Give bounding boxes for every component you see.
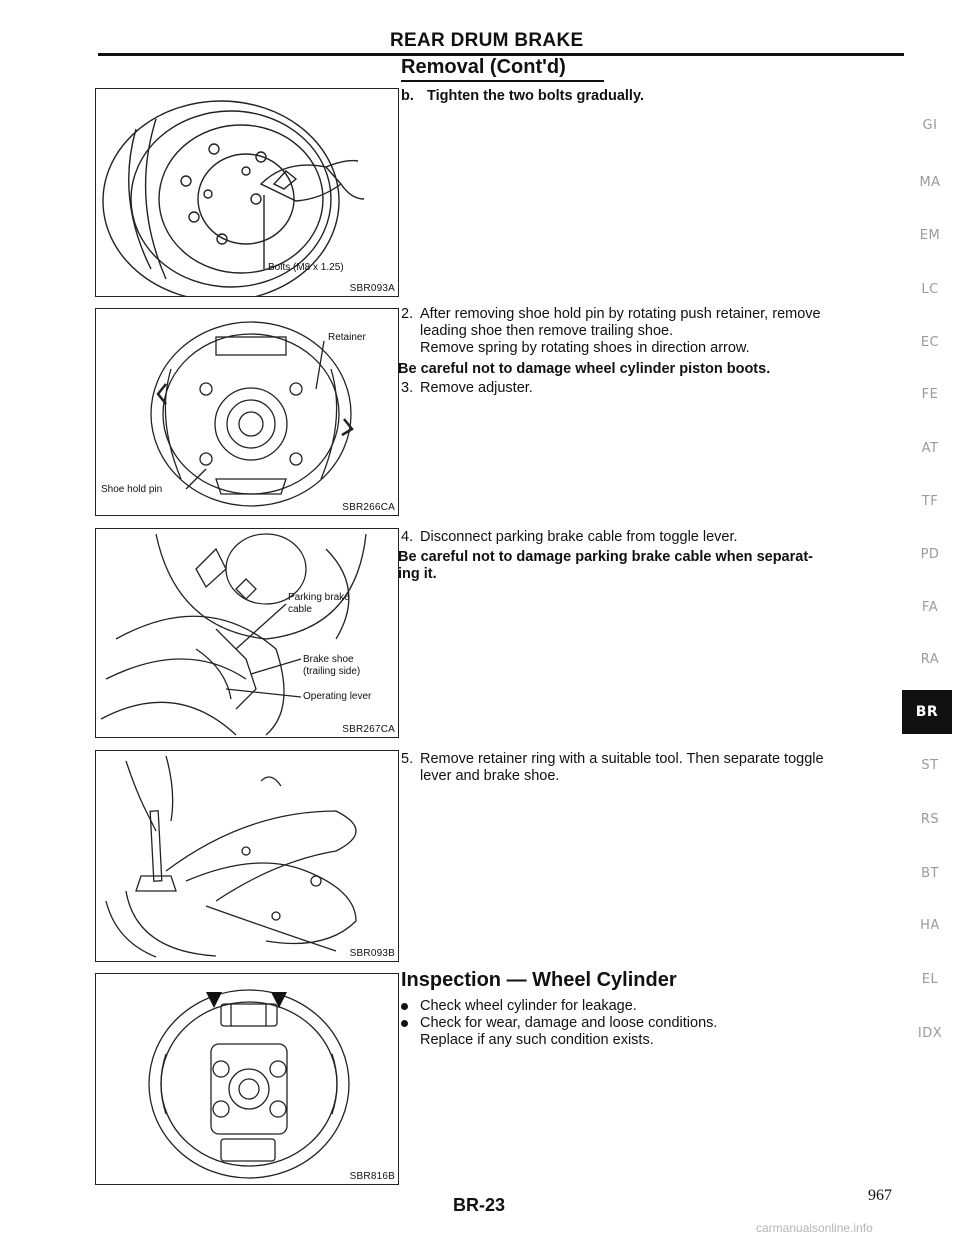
bullet-text: Check for wear, damage and loose conditions. xyxy=(420,1015,718,1031)
side-tab-ha[interactable]: HA xyxy=(920,918,940,933)
bullet-icon xyxy=(401,1003,408,1010)
side-tab-ma[interactable]: MA xyxy=(919,175,941,190)
step-line: leading shoe then remove trailing shoe. xyxy=(420,323,674,339)
step-text: Disconnect parking brake cable from toggle lever. xyxy=(420,529,738,545)
step-number: 2. xyxy=(401,306,414,322)
figure-label: Parking brake xyxy=(288,592,350,603)
caution-text: Be careful not to damage wheel cylinder piston boots. xyxy=(398,361,771,377)
bullet-text: Check wheel cylinder for leakage. xyxy=(420,998,637,1014)
retainer-ring-illustration xyxy=(96,751,398,961)
side-tab-fa[interactable]: FA xyxy=(921,600,939,615)
figure-drum-bolts xyxy=(95,88,399,297)
side-tab-ec[interactable]: EC xyxy=(920,335,940,350)
step-number: b. xyxy=(401,88,414,104)
figure-parking-cable xyxy=(95,528,399,738)
side-tab-br[interactable]: BR xyxy=(902,690,952,734)
caution-line: ing it. xyxy=(398,566,437,582)
figure-code: SBR816B xyxy=(349,1171,395,1182)
section-title: Removal (Cont'd) xyxy=(401,56,566,78)
figure-code: SBR093A xyxy=(349,283,395,294)
step-number: 5. xyxy=(401,751,414,767)
caution-line: Be careful not to damage parking brake cable when separat- xyxy=(398,549,813,565)
bullet-item xyxy=(401,1015,881,1032)
inspection-bullets xyxy=(401,998,881,1049)
side-tab-bt[interactable]: BT xyxy=(921,866,939,881)
figure-code: SBR266CA xyxy=(342,502,395,513)
figure-wheel-cylinder xyxy=(95,973,399,1185)
section-rule xyxy=(401,80,604,82)
figure-label: Operating lever xyxy=(303,691,372,702)
figure-backing-plate xyxy=(95,308,399,516)
page-code: BR-23 xyxy=(453,1195,506,1215)
figure-label: Shoe hold pin xyxy=(101,484,163,495)
step-text: Remove adjuster. xyxy=(420,380,533,396)
step-line: Remove retainer ring with a suitable tool. Then separate toggle xyxy=(420,751,824,767)
page-number: 967 xyxy=(868,1187,892,1204)
watermark: carmanualsonline.info xyxy=(756,1221,873,1235)
inspection-heading: Inspection — Wheel Cylinder xyxy=(401,969,677,991)
step-line: lever and brake shoe. xyxy=(420,768,560,784)
side-tab-rs[interactable]: RS xyxy=(920,812,940,827)
side-tab-tf[interactable]: TF xyxy=(921,494,939,509)
figure-label: Retainer xyxy=(328,332,366,343)
side-tab-em[interactable]: EM xyxy=(919,228,941,243)
side-tab-ra[interactable]: RA xyxy=(920,652,940,667)
side-tab-fe[interactable]: FE xyxy=(921,387,939,402)
step-number: 4. xyxy=(401,529,414,545)
figure-retainer-ring xyxy=(95,750,399,962)
side-tab-lc[interactable]: LC xyxy=(921,282,939,297)
parking-cable-illustration xyxy=(96,529,398,737)
figure-label: cable xyxy=(288,604,312,615)
bullet-item xyxy=(401,998,881,1015)
bullet-icon xyxy=(401,1020,408,1027)
side-tab-el[interactable]: EL xyxy=(921,972,939,987)
figure-label: (trailing side) xyxy=(303,666,361,677)
step-text: Tighten the two bolts gradually. xyxy=(427,88,644,104)
figure-code: SBR267CA xyxy=(342,724,395,735)
step-line: Remove spring by rotating shoes in direction arrow. xyxy=(420,340,750,356)
caution-text xyxy=(398,549,898,583)
side-tab-pd[interactable]: PD xyxy=(920,547,940,562)
side-tab-at[interactable]: AT xyxy=(921,441,939,456)
wheel-cylinder-illustration xyxy=(96,974,398,1184)
figure-code: SBR093B xyxy=(349,948,395,959)
figure-label: Brake shoe xyxy=(303,654,354,665)
inspection-note: Replace if any such condition exists. xyxy=(420,1032,654,1048)
side-tab-gi[interactable]: GI xyxy=(922,118,938,133)
page-title: REAR DRUM BRAKE xyxy=(390,30,584,51)
side-tab-idx[interactable]: IDX xyxy=(917,1026,943,1041)
side-tab-st[interactable]: ST xyxy=(921,758,939,773)
drum-illustration xyxy=(96,89,398,296)
step-number: 3. xyxy=(401,380,414,396)
step-line: After removing shoe hold pin by rotating push retainer, remove xyxy=(420,306,821,322)
figure-label: Bolts (M8 x 1.25) xyxy=(268,262,344,273)
